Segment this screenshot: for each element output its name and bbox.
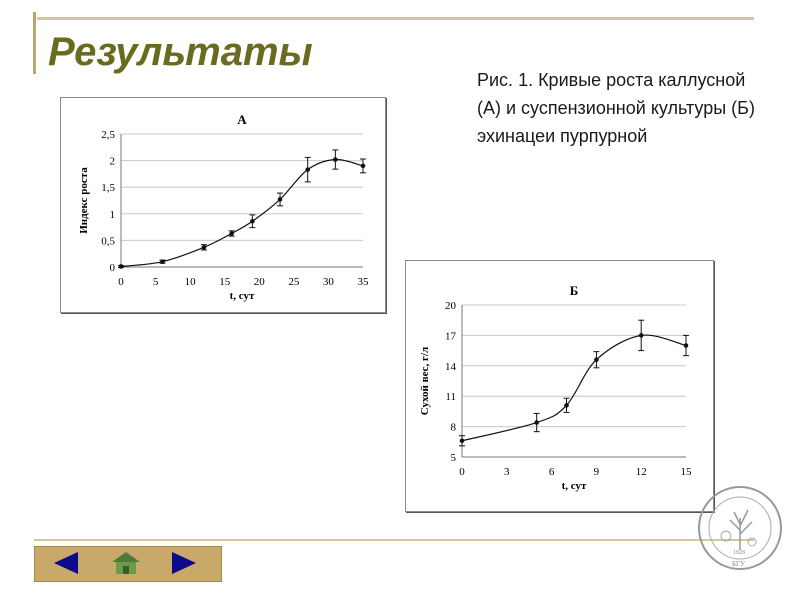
chart-b-y-tick-label: 8 — [450, 421, 456, 434]
bottom-rule — [34, 539, 754, 541]
chart-b-x-tick-label: 15 — [680, 466, 692, 478]
chart-a-y-tick-label: 1,5 — [101, 182, 115, 195]
chart-b-data-point — [564, 403, 569, 408]
chart-a-data-point — [250, 219, 255, 224]
chart-a-data-point — [160, 259, 165, 264]
left-accent-bar — [33, 12, 36, 74]
chart-a-y-tick-label: 1 — [109, 208, 115, 221]
chart-a-data-point — [305, 167, 310, 172]
svg-text:БГУ: БГУ — [732, 560, 746, 568]
chart-b-data-point — [684, 343, 689, 348]
chart-b-x-tick-label: 0 — [459, 466, 465, 478]
chart-a — [60, 97, 386, 313]
chart-a-data-point — [333, 157, 338, 162]
chart-b-y-tick-label: 20 — [445, 300, 456, 312]
chart-b-series-line — [462, 335, 686, 441]
chart-b-y-tick-label: 11 — [445, 391, 456, 404]
chart-a-x-tick-label: 30 — [322, 276, 334, 288]
chart-a-x-tick-label: 5 — [152, 276, 159, 288]
chart-a-svg — [61, 98, 385, 312]
home-icon[interactable] — [106, 550, 146, 576]
chart-b-y-axis-label: Сухой вес, г/л — [419, 346, 431, 416]
chart-b-data-point — [594, 357, 599, 362]
chart-a-x-tick-label: 15 — [219, 276, 231, 288]
chart-b-svg — [406, 261, 713, 511]
chart-a-title: А — [237, 112, 247, 127]
prev-arrow-icon[interactable] — [48, 550, 88, 576]
chart-b-x-tick-label: 6 — [548, 466, 555, 478]
chart-a-x-tick-label: 10 — [184, 276, 196, 288]
chart-b-data-point — [534, 420, 539, 425]
chart-a-data-point — [278, 197, 283, 202]
chart-a-x-tick-label: 25 — [288, 276, 300, 288]
chart-b-y-tick-label: 14 — [445, 360, 456, 373]
figure-caption: Рис. 1. Кривые роста каллусной (А) и суспензионной культуры (Б) эхинацеи пурпурной — [477, 70, 755, 146]
chart-a-y-tick-label: 2 — [109, 155, 115, 168]
chart-a-y-tick-label: 0 — [109, 262, 115, 274]
chart-a-y-axis-label: Индекс роста — [78, 167, 90, 234]
chart-a-x-tick-label: 35 — [357, 276, 369, 288]
chart-a-series-line — [121, 159, 363, 266]
chart-a-x-axis-label: t, сут — [229, 290, 255, 302]
university-seal-logo — [696, 484, 784, 572]
chart-a-data-point — [202, 245, 207, 250]
chart-a-x-tick-label: 0 — [118, 276, 124, 288]
svg-text:1928: 1928 — [733, 550, 745, 556]
chart-b-x-tick-label: 12 — [635, 466, 647, 478]
chart-a-y-tick-label: 0,5 — [101, 235, 115, 248]
chart-b-x-tick-label: 9 — [593, 466, 600, 478]
chart-b-x-tick-label: 3 — [504, 466, 510, 478]
chart-b-title: Б — [569, 283, 579, 298]
slide-title: Результаты — [48, 30, 313, 74]
top-rule — [37, 17, 754, 20]
chart-b-y-tick-label: 17 — [445, 330, 456, 343]
chart-a-y-tick-label: 2,5 — [101, 129, 115, 141]
chart-a-data-point — [119, 264, 124, 269]
chart-a-x-tick-label: 20 — [253, 276, 265, 288]
next-arrow-icon[interactable] — [162, 550, 202, 576]
chart-b-data-point — [460, 438, 465, 443]
chart-a-data-point — [361, 164, 366, 169]
chart-b-data-point — [639, 333, 644, 338]
chart-b-x-axis-label: t, сут — [561, 480, 587, 492]
chart-b-y-tick-label: 5 — [450, 452, 456, 464]
chart-b — [405, 260, 714, 512]
chart-a-data-point — [229, 231, 234, 236]
